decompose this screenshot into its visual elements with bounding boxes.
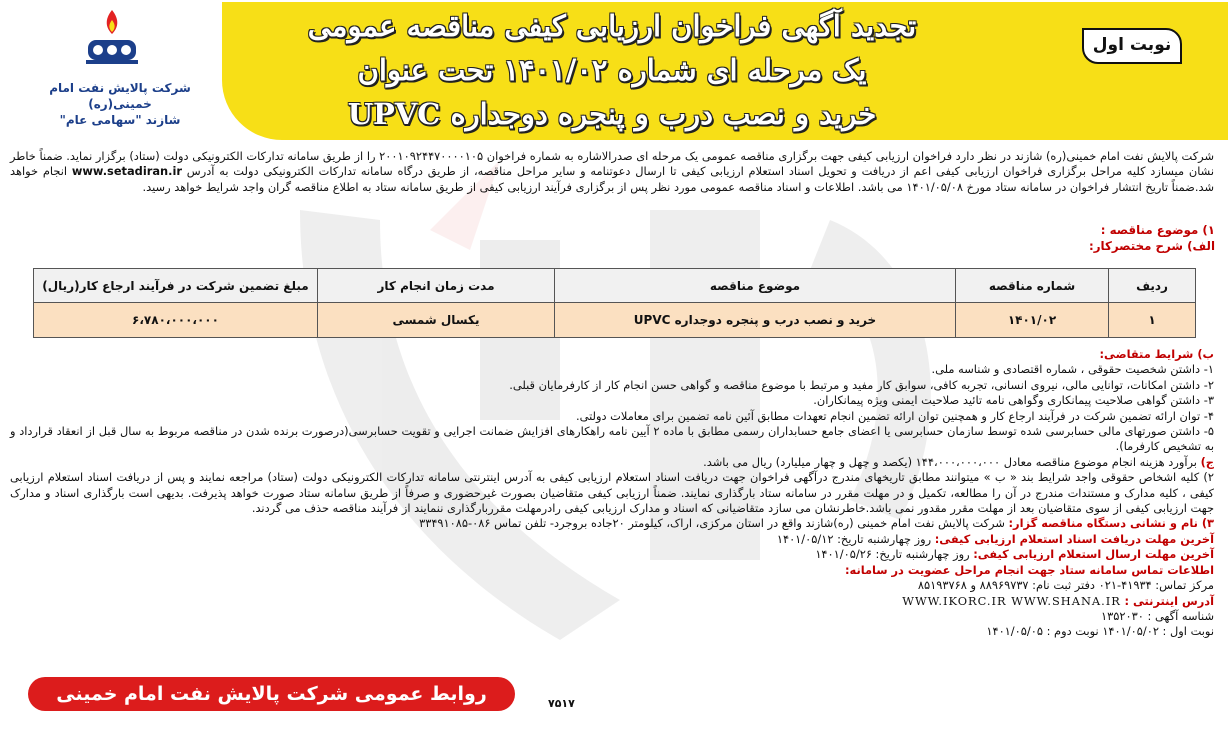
footer-public-relations: روابط عمومی شرکت پالایش نفت امام خمینی (ره)شازند — [56, 683, 487, 739]
organizer-line — [10, 516, 1214, 531]
condition-item-3: ۳- داشتن گواهی صلاحیت پیمانکاری وگواهی نامه تائید صلاحیت ایمنی ویژه پیمانکاران. — [813, 393, 1214, 408]
publish-dates-line: نوبت اول : ۱۴۰۱/۰۵/۰۲ نوبت دوم : ۱۴۰۱/۰۵/۰۵ — [986, 624, 1214, 639]
header-guarantee-amount: مبلغ تضمین شرکت در فرآیند ارجاع کار(ریال) — [34, 269, 318, 303]
documents-paragraph: ۲) کلیه اشخاص حقوقی واجد شرایط بند « ب » میتوانند مطابق تاریخهای مندرج درآگهی فراخوان جهت دریافت اسناد استعلام ارزیابی کیفی به آدرس اینترنتی سامانه تدارکات الکترونیکی دولت (ستاد) مراجعه نمایند و پس از دریافت اسناد استعلام ارزیابی کیفی ، کلیه مدارک و مستندات مندرج در آن را مطالعه، تکمیل و در مهلت مقرر در سامانه ستاد بارگذاری نمایند. ضمناً ارزیابی کیفی متقاضیان بصورت غیرحضوری و صرفاً از طریق سامانه ستاد صورت خواهد پذیرفت. بدیهی است بارگذاری اسناد و مدارک جهت ارزیابی کیفی از سوی متقاضیان بعد از مهلت مقرر مقدور نمی باشد.خاطرنشان می سازد متقاضیانی که اسناد و مدارک ارزیابی کیفی رادرمهلت مقرربارگذاری ننمایند از فرآیند مناقصه حذف می گردند. — [10, 470, 1214, 516]
company-name-line1: شرکت پالایش نفت امام خمینی(ره) — [49, 81, 191, 111]
refinery-logo-icon — [80, 6, 144, 70]
cell-duration: یکسال شمسی — [318, 303, 555, 338]
ad-id-line: شناسه آگهی : ۱۳۵۲۰۳۰ — [1101, 608, 1214, 623]
header-tender-subject: موضوع مناقصه — [555, 269, 956, 303]
condition-item-5: ۵- داشتن صورتهای مالی حسابرسی شده توسط سازمان حسابرسی یا اعضای جامع حسابداران رسمی مطابق با ماده ۲ آیین نامه راهکارهای افزایش ضمانت اجرایی و تقویت حسابرسی(درصورت برنده شدن در مناقصه مربوط به سال قبل از انعقاد قرارداد و به تشخیص کارفرما). — [10, 424, 1214, 454]
cell-tender-number: ۱۴۰۱/۰۲ — [956, 303, 1109, 338]
cell-tender-subject: خرید و نصب درب و پنجره دوجداره UPVC — [555, 303, 956, 338]
deadline-receive-label: آخرین مهلت دریافت اسناد استعلام ارزیابی کیفی: — [934, 531, 1214, 546]
websites-label: آدرس اینترنتی : — [1124, 593, 1214, 608]
condition-item-4: ۴- توان ارائه تضمین شرکت در فرآیند ارجاع کار و همچنین توان ارائه تضمین انجام تعهدات مطابق آئین نامه تضمین برای معاملات دولتی. — [575, 408, 1214, 423]
setad-website-link[interactable]: www.setadiran.ir — [71, 164, 182, 179]
subject-heading: ۱) موضوع مناقصه : — [1100, 223, 1215, 237]
conditions-heading: ب) شرایط متقاضی: — [1099, 347, 1214, 361]
contact-heading: اطلاعات تماس سامانه ستاد جهت انجام مراحل عضویت در سامانه: — [844, 562, 1214, 577]
company-logo-block — [0, 0, 226, 140]
header-row-number: ردیف — [1109, 269, 1196, 303]
deadline-send-line — [10, 547, 1214, 562]
websites-links[interactable]: WWW.IKORC.IR WWW.SHANA.IR — [902, 593, 1121, 608]
ad-title-line2: یک مرحله ای شماره ۱۴۰۱/۰۲ تحت عنوان — [357, 53, 867, 87]
ad-title-line3: خرید و نصب درب و پنجره دوجداره UPVC — [347, 97, 877, 131]
company-name — [20, 80, 220, 128]
deadline-receive-line — [10, 532, 1214, 547]
tender-table — [33, 268, 1196, 338]
deadline-receive-value: روز چهارشنبه تاریخ: ۱۴۰۱/۰۵/۱۲ — [776, 531, 932, 546]
intro-text-a: شرکت پالایش نفت امام خمینی(ره) شازند در نظر دارد فراخوان ارزیابی کیفی جهت برگزاری مناقصه عمومی یک مرحله ای صدرالاشاره به شماره فراخوان ۲۰۰۱۰۹۲۴۴۷۰۰۰۰۱۰۵ را از طریق سامانه تدارکات الکترونیکی دولت (ستاد) برگزار نماید. ضمناً خاطر نشان میسازد کلیه مراحل برگزاری فراخوان ارزیابی کیفی اعم از دریافت و تحویل اسناد استعلام ارزیابی کیفی تا ارسال دعوتنامه و سایر مراحل مناقصه، از طریق درگاه سامانه تدارکات الکترونیکی دولت به آدرس — [9, 149, 1215, 179]
cell-guarantee-amount: ۶،۷۸۰،۰۰۰،۰۰۰ — [34, 303, 318, 338]
table-header-row — [34, 269, 1196, 303]
ad-title — [232, 4, 992, 136]
estimate-label: ج) — [1200, 454, 1214, 469]
organizer-heading: ۳) نام و نشانی دستگاه مناقصه گزار: — [1008, 516, 1214, 531]
estimate-text: برآورد هزینه انجام موضوع مناقصه معادل ۱۴۴،۰۰۰،۰۰۰،۰۰۰ (یکصد و چهل و چهار میلیارد) ریال می باشد. — [703, 454, 1197, 469]
condition-item-2: ۲- داشتن امکانات، توانایی مالی، نیروی انسانی، تجربه کافی، سوابق کار مفید و مرتبط با موضوع مناقصه و گواهی حسن انجام کار از کارفرمایان قبلی. — [509, 377, 1214, 392]
header-duration: مدت زمان انجام کار — [318, 269, 555, 303]
deadline-send-value: روز چهارشنبه تاریخ: ۱۴۰۱/۰۵/۲۶ — [815, 547, 970, 562]
intro-paragraph — [10, 149, 1214, 227]
intro-text-b: انجام خواهد شد.ضمناً تاریخ انتشار فراخوان در سامانه ستاد مورخ ۱۴۰۱/۰۵/۰۸ می باشد. اطلاعات و اسناد مناقصه عمومی مورد نظر پس از برگزاری فرآیند ارزیابی کیفی از طریق سامانه ستاد به اطلاع مناقصه گران واجد شرایط خواهد رسید. — [10, 164, 1214, 194]
organizer-text: شرکت پالایش نفت امام خمینی (ره)شازند واقع در استان مرکزی، اراک، کیلومتر ۲۰جاده بروجرد- تلفن تماس ۰۸۶-۳۳۴۹۱۰۸۵ — [419, 516, 1005, 531]
estimate-line — [10, 455, 1214, 470]
websites-line — [10, 594, 1214, 609]
deadline-send-label: آخرین مهلت ارسال استعلام ارزیابی کیفی: — [973, 547, 1214, 562]
company-name-line2: شازند "سهامی عام" — [59, 113, 181, 127]
summary-heading: الف) شرح مختصرکار: — [1089, 239, 1215, 253]
header-tender-number: شماره مناقصه — [956, 269, 1109, 303]
round-badge: نوبت اول — [1082, 28, 1182, 64]
ad-serial-number: ۷۵۱۷ — [548, 697, 575, 710]
conditions-section — [10, 347, 1214, 707]
cell-row-number: ۱ — [1109, 303, 1196, 338]
condition-item-1: ۱- داشتن شخصیت حقوقی ، شماره اقتصادی و شناسه ملی. — [931, 362, 1214, 377]
contact-line: مرکز تماس: ۴۱۹۳۴-۰۲۱ دفتر ثبت نام: ۸۸۹۶۹۷۳۷ و ۸۵۱۹۳۷۶۸ — [917, 578, 1214, 593]
ad-title-line1: تجدید آگهی فراخوان ارزیابی کیفی مناقصه عمومی — [307, 9, 917, 43]
table-row — [34, 303, 1196, 338]
